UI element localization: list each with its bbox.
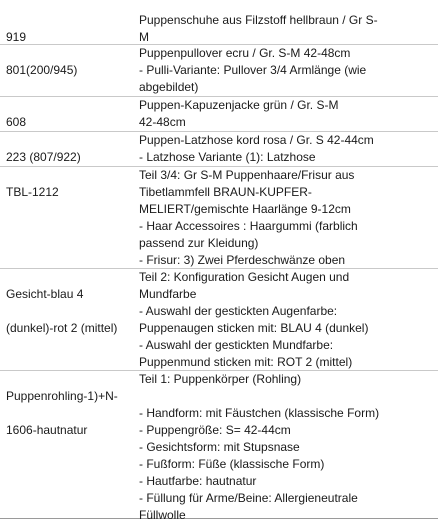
item-description-line: - Füllung für Arme/Beine: Allergieneutrale [139,491,358,505]
blank-line [139,388,434,405]
item-code-cell [0,167,139,268]
item-description-line: - Pulli-Variante: Pullover 3/4 Armlänge (wie [139,63,367,77]
item-code-cell [0,269,139,370]
item-description-line: - Puppengröße: S= 42-44cm [139,423,291,437]
table-row [0,0,438,45]
item-description-line: 42-48cm [139,115,186,129]
item-description-line: M [139,30,149,44]
item-description-cell [139,97,438,131]
item-description-cell [139,132,438,166]
item-description-line: - Handform: mit Fäustchen (klassische Form) [139,406,380,420]
item-code-line: Gesicht-blau 4 [6,287,84,301]
item-description-line: Puppenaugen sticken mit: BLAU 4 (dunkel) [139,321,369,335]
item-description-line: Puppenschuhe aus Filzstoff hellbraun / Gr S- [139,13,378,27]
item-description-line: - Latzhose Variante (1): Latzhose [139,150,316,164]
item-code-line: 919 [6,30,27,44]
item-description-line: Puppenmund sticken mit: ROT 2 (mittel) [139,355,353,369]
item-code-cell [0,12,139,44]
item-description-line: - Auswahl der gestickten Augenfarbe: [139,304,338,318]
item-description-cell [139,371,438,522]
item-description-line: - Fußform: Füße (klassische Form) [139,457,325,471]
item-description-line: Teil 3/4: Gr S-M Puppenhaare/Frisur aus [139,168,355,182]
item-description-line: - Auswahl der gestickten Mundfarbe: [139,338,334,352]
table-row [0,132,438,167]
item-code-cell [0,97,139,131]
item-description-line: - Hautfarbe: hautnatur [139,474,257,488]
item-code-line: 223 (807/922) [6,150,81,164]
table-row [0,167,438,269]
item-code-line: TBL-1212 [6,185,59,199]
table-row [0,45,438,97]
item-description-line: Füllwolle [139,508,186,522]
item-code-line: (dunkel)-rot 2 (mittel) [6,321,118,335]
table-row [0,269,438,371]
item-description-line: passend zur Kleidung) [139,236,259,250]
item-description-line: Puppen-Kapuzenjacke grün / Gr. S-M [139,98,339,112]
item-code-cell [0,132,139,166]
item-description-line: - Gesichtsform: mit Stupsnase [139,440,300,454]
item-code-line: 801(200/945) [6,63,78,77]
item-code-line: 608 [6,115,27,129]
item-code-cell [0,45,139,96]
item-description-cell [139,45,438,96]
item-code-line: 1606-hautnatur [6,423,88,437]
table-row [0,97,438,132]
item-description-line: Tibetlammfell BRAUN-KUPFER- [139,185,312,199]
item-description-line: Puppen-Latzhose kord rosa / Gr. S 42-44cm [139,133,374,147]
item-description-cell [139,269,438,370]
item-description-line: Mundfarbe [139,287,197,301]
table-row [0,371,438,522]
item-description-cell [139,12,438,44]
item-description-line: Puppenpullover ecru / Gr. S-M 42-48cm [139,46,351,60]
item-description-line: MELIERT/gemischte Haarlänge 9-12cm [139,202,351,216]
item-code-line: Puppenrohling-1)+N- [6,389,118,403]
item-description-line: abgebildet) [139,80,199,94]
item-description-line: - Frisur: 3) Zwei Pferdeschwänze oben [139,253,346,267]
item-description-cell [139,167,438,268]
item-code-cell [0,371,139,518]
item-description-line: - Haar Accessoires : Haargummi (farblich [139,219,358,233]
item-description-line: Teil 1: Puppenkörper (Rohling) [139,372,302,386]
item-description-line: Teil 2: Konfiguration Gesicht Augen und [139,270,350,284]
